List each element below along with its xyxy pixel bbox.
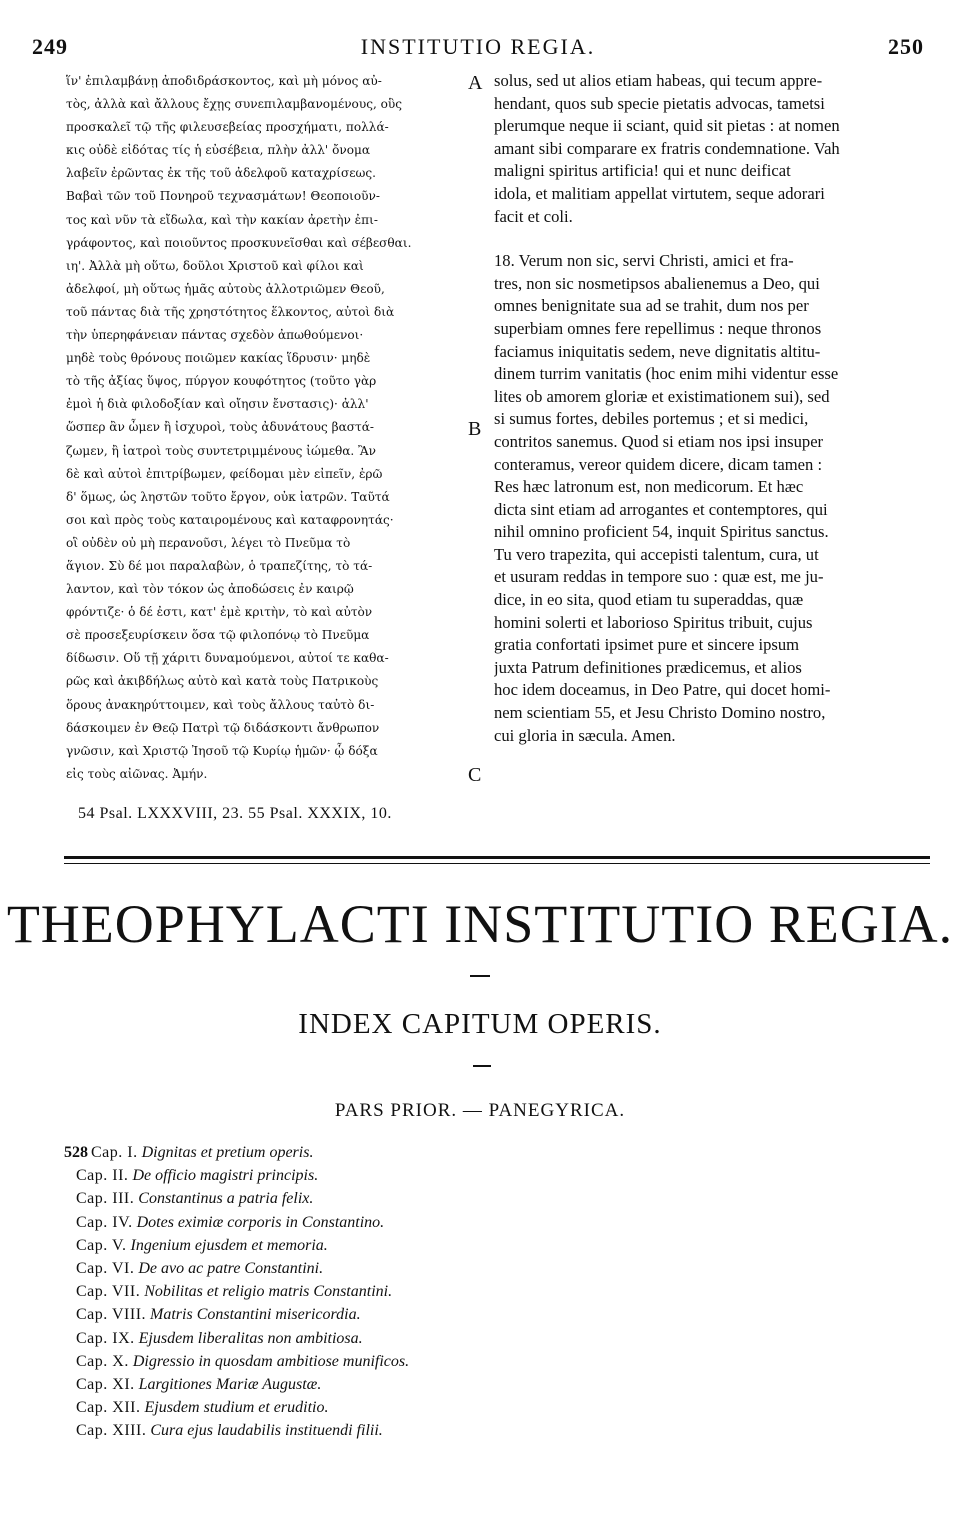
latin-line: gratia confortati ipsimet pure et sincere ipsum — [494, 635, 800, 655]
part-heading: PARS PRIOR. — PANEGYRICA. — [334, 1100, 626, 1121]
latin-line: amant sibi comparare ex fratris condemnatione. Vah — [494, 138, 840, 158]
greek-line: σὲ προσεξευρίσκειν ὅσα τῷ φιλοπόνῳ τὸ Πνεῦμα — [66, 628, 370, 643]
greek-line: δίδωσιν. Οὕ τῇ χάριτι δυναμούμενοι, αὐτοί τε καθα- — [66, 651, 389, 666]
latin-line: contritos sanemus. Quod si etiam nos ipsi insuper — [494, 431, 824, 451]
chapter-title: Nobilitas et religio matris Constantini. — [144, 1283, 393, 1301]
greek-line: ἐμοὶ ἡ διὰ φιλοδοξίαν καὶ οἴησιν ἔνστασις)· ἀλλ' — [66, 397, 369, 412]
chapter-title: Ejusdem studium et eruditio. — [144, 1399, 329, 1417]
margin-marker-c: C — [468, 764, 482, 786]
chapter-title: De avo ac patre Constantini. — [138, 1260, 324, 1278]
latin-line: juxta Patrum definitiones prædicemus, et alios — [494, 657, 802, 677]
chapter-number: Cap. XIII. — [76, 1422, 147, 1440]
chapter-title: Ingenium ejusdem et memoria. — [130, 1236, 328, 1254]
greek-line: ἅγιον. Σὺ δέ μοι παραλαβὼν, ὁ τραπεζίτης, τὸ τά- — [66, 558, 373, 573]
latin-line: maligni spiritus artificia! qui et nunc deificat — [494, 161, 791, 181]
chapter-title: Dotes eximiæ corporis in Constantino. — [136, 1213, 385, 1231]
latin-line: faciamus iniquitatis sedem, neve dignitatis altitu- — [494, 341, 821, 361]
running-title: INSTITUTIO REGIA. — [360, 34, 596, 59]
latin-line: dicta sint etiam ad arrogantes et contemptores, qui — [494, 499, 828, 519]
section-rule-thin — [64, 863, 930, 864]
greek-line: προσκαλεῖ τῷ τῆς φιλευσεβείας προσχήματι, πολλά- — [66, 120, 389, 135]
greek-line: μηδὲ τοὺς θρόνους ποιῶμεν κακίας ἵδρυσιν· μηδὲ — [66, 351, 371, 366]
greek-line: ιη'. Ἀλλὰ μὴ οὕτω, δοῦλοι Χριστοῦ καὶ φίλοι καὶ — [66, 258, 364, 273]
chapter-number: Cap. I. — [91, 1144, 138, 1161]
greek-line: ἵν' ἐπιλαμβάνῃ ἀποδιδράσκοντος, καὶ μὴ μόνος αὐ- — [66, 74, 382, 88]
chapter-number: Cap. XII. — [76, 1399, 141, 1417]
chapter-number: Cap. IX. — [76, 1329, 135, 1347]
chapter-number: Cap. III. — [76, 1190, 135, 1208]
latin-line: dinem turrim vanitatis (hoc enim mihi videntur esse — [494, 364, 839, 384]
index-title: INDEX CAPITUM OPERIS. — [298, 1008, 662, 1040]
toc-entry — [64, 1327, 409, 1350]
chapter-number: Cap. II. — [76, 1167, 129, 1185]
margin-marker-a: A — [468, 72, 483, 94]
greek-line: ἀδελφοί, μὴ οὕτως ἡμᾶς αὐτοὺς ἀλλοτριῶμεν Θεοῦ, — [66, 281, 385, 296]
toc-entry — [64, 1396, 409, 1419]
greek-line: σοι καὶ πρὸς τοὺς καταιρομένους καὶ καταφρονητάς· — [66, 512, 394, 527]
chapter-number: Cap. IV. — [76, 1213, 133, 1231]
latin-line: lites ob amorem gloriæ et existimationem sui), sed — [494, 386, 830, 406]
latin-line: et usuram reddas in tempore suo : quæ est, me ju- — [494, 567, 824, 587]
latin-line: nihil omnino proficient 54, inquit Spiritus sanctus. — [494, 522, 829, 542]
toc-entry — [64, 1187, 409, 1210]
toc-entry — [64, 1257, 409, 1280]
chapter-title: Largitiones Mariæ Augustæ. — [138, 1376, 322, 1394]
index-dash — [473, 1065, 491, 1067]
greek-line: ὥσπερ ἂν ὦμεν ἢ ἰσχυροὶ, τοὺς ἀδυνάτους βαστά- — [66, 420, 374, 435]
latin-line: Res hæc latronum est, non medicorum. Et hæc — [494, 477, 804, 497]
greek-line: τὴν ὑπερηφάνειαν πάντας σχεδὸν ἀπωθούμενοι· — [66, 328, 364, 343]
latin-column — [494, 70, 924, 747]
chapter-title: Digressio in quosdam ambitiose munificos. — [132, 1352, 410, 1370]
latin-line: tres, non sic nosmetipsos abalienemus a Deo, qui — [494, 273, 820, 293]
chapter-title: Matris Constantini misericordia. — [150, 1306, 361, 1324]
toc-entry — [64, 1141, 409, 1164]
latin-line: Tu vero trapezita, qui accepisti talentum, cura, ut — [494, 544, 819, 564]
latin-line: 18. Verum non sic, servi Christi, amici et fra- — [494, 251, 794, 271]
greek-line: δ' ὅμως, ὡς ληστῶν τοῦτο ἔργον, οὐκ ἰατρῶν. Ταῦτά — [66, 489, 390, 504]
latin-line: idola, et malitiam appellat virtutem, seque adorari — [494, 183, 825, 203]
toc-entry — [64, 1234, 409, 1257]
chapter-number: Cap. V. — [76, 1236, 127, 1254]
greek-line: τὸς, ἀλλὰ καὶ ἄλλους ἔχῃς συνεπιλαμβανομένους, οὓς — [66, 97, 403, 112]
greek-line: τὸ τῆς ἀξίας ὕψος, πύργον κουφότητος (τοῦτο γὰρ — [66, 374, 377, 389]
chapter-title: Constantinus a patria felix. — [138, 1190, 314, 1208]
chapter-title: De officio magistri principis. — [132, 1167, 319, 1185]
latin-line: hendant, quos sub specie pietatis advocas, tametsi — [494, 93, 825, 113]
latin-line: homini solerti et laborioso Spiritus tribuit, cujus — [494, 612, 813, 632]
latin-line: omnes benignitate sua ad se trahit, dum nos per — [494, 296, 809, 316]
greek-line: ζωμεν, ἢ ἰατροὶ τοὺς συντετριμμένους ἰώμεθα. Ἂν — [66, 443, 376, 458]
chapter-number: Cap. VII. — [76, 1283, 141, 1301]
chapter-number: Cap. VIII. — [76, 1306, 147, 1324]
margin-marker-b: B — [468, 418, 482, 440]
greek-line: λαντον, καὶ τὸν τόκον ὡς ἀποδώσεις ἐν καιρῷ — [66, 582, 354, 597]
toc-entry — [64, 1419, 409, 1442]
chapter-number: Cap. X. — [76, 1352, 129, 1370]
chapter-title: Ejusdem liberalitas non ambitiosa. — [138, 1329, 363, 1347]
greek-line: λαβεῖν ἐρῶντας ἐκ τῆς τοῦ ἀδελφοῦ καταχρίσεως. — [66, 166, 377, 181]
chapter-title: Cura ejus laudabilis instituendi filii. — [150, 1422, 383, 1440]
latin-line: dice, in eo sita, quod etiam tu superaddas, quæ — [494, 590, 804, 610]
running-head — [32, 34, 924, 64]
toc-entry — [64, 1350, 409, 1373]
toc-entry — [64, 1280, 409, 1303]
greek-line: τοῦ πάντας διὰ τῆς χρηστότητος ἕλκοντος, αὐτοὶ διὰ — [66, 304, 395, 319]
chapter-title: Dignitas et pretium operis. — [141, 1144, 314, 1161]
latin-line: conteramus, vereor quidem dicere, dicam tamen : — [494, 454, 823, 474]
greek-line: κις οὐδὲ εἰδότας τίς ἡ εὐσέβεια, πλὴν ἀλλ' ὄνομα — [66, 143, 371, 158]
chapter-number: Cap. VI. — [76, 1260, 135, 1278]
latin-line: nem scientiam 55, et Jesu Christo Domino nostro, — [494, 703, 826, 723]
greek-line: τος καὶ νῦν τὰ εἴδωλα, καὶ τὴν κακίαν ἀρετὴν ἐπι- — [66, 212, 378, 227]
greek-line: γράφοντος, καὶ ποιοῦντος προσκυνεῖσθαι καὶ σέβεσθαι. — [66, 235, 412, 250]
page-number-left: 249 — [32, 34, 68, 59]
greek-line: ρῶς καὶ ἀκιβδήλως αὐτὸ καὶ κατὰ τοὺς Πατρικοὺς — [66, 674, 379, 689]
latin-line: superbiam omnes fere repellimus : neque thronos — [494, 318, 822, 338]
margin-column-number: 528 — [64, 1144, 88, 1161]
chapter-number: Cap. XI. — [76, 1376, 135, 1394]
toc-entry — [64, 1303, 409, 1326]
latin-line: solus, sed ut alios etiam habeas, qui tecum appre- — [494, 71, 823, 90]
page-number-right: 250 — [888, 34, 924, 59]
toc-entry — [64, 1164, 409, 1187]
greek-line: εἰς τοὺς αἰῶνας. Ἀμήν. — [66, 766, 208, 781]
footnotes: 54 Psal. LXXXVIII, 23. 55 Psal. XXXIX, 10. — [78, 805, 392, 822]
section-rule — [64, 856, 930, 859]
toc-entry — [64, 1211, 409, 1234]
latin-line: si sumus fortes, debiles portemus ; et si medici, — [494, 409, 809, 429]
greek-column — [66, 70, 466, 786]
greek-line: Βαβαὶ τῶν τοῦ Πονηροῦ τεχνασμάτων! Θεοποιοῦν- — [66, 189, 380, 204]
greek-line: δὲ καὶ αὐτοὶ ἐπιτρίβωμεν, φείδομαι μὲν εἰπεῖν, ἐρῶ — [66, 466, 383, 481]
latin-line: facit et coli. — [494, 206, 573, 226]
latin-line: hoc idem doceamus, in Deo Patre, qui docet homi- — [494, 680, 831, 700]
latin-line: plerumque neque ii sciant, quid sit pietas : at nomen — [494, 116, 840, 136]
work-title: THEOPHYLACTI INSTITUTIO REGIA. — [6, 894, 954, 954]
greek-line: φρόντιζε· ὁ δέ ἐστι, κατ' ἐμὲ κριτὴν, τὸ καὶ αὐτὸν — [66, 605, 373, 620]
chapter-index — [64, 1141, 409, 1443]
greek-line: δάσκοιμεν ἐν Θεῷ Πατρὶ τῷ διδάσκοντι ἄνθρωπον — [66, 720, 380, 735]
paragraph-gap — [494, 228, 924, 250]
greek-line: οἳ οὐδὲν οὐ μὴ περανοῦσι, λέγει τὸ Πνεῦμα τὸ — [66, 535, 351, 550]
toc-entry — [64, 1373, 409, 1396]
latin-line: cui gloria in sæcula. Amen. — [494, 725, 676, 745]
title-dash — [470, 975, 490, 977]
greek-line: γνῶσιν, καὶ Χριστῷ Ἰησοῦ τῷ Κυρίῳ ἡμῶν· ᾧ δόξα — [66, 743, 378, 758]
greek-line: ὅρους ἀνακηρύττοιμεν, καὶ τοὺς ἄλλους ταὐτὸ δι- — [66, 697, 375, 712]
